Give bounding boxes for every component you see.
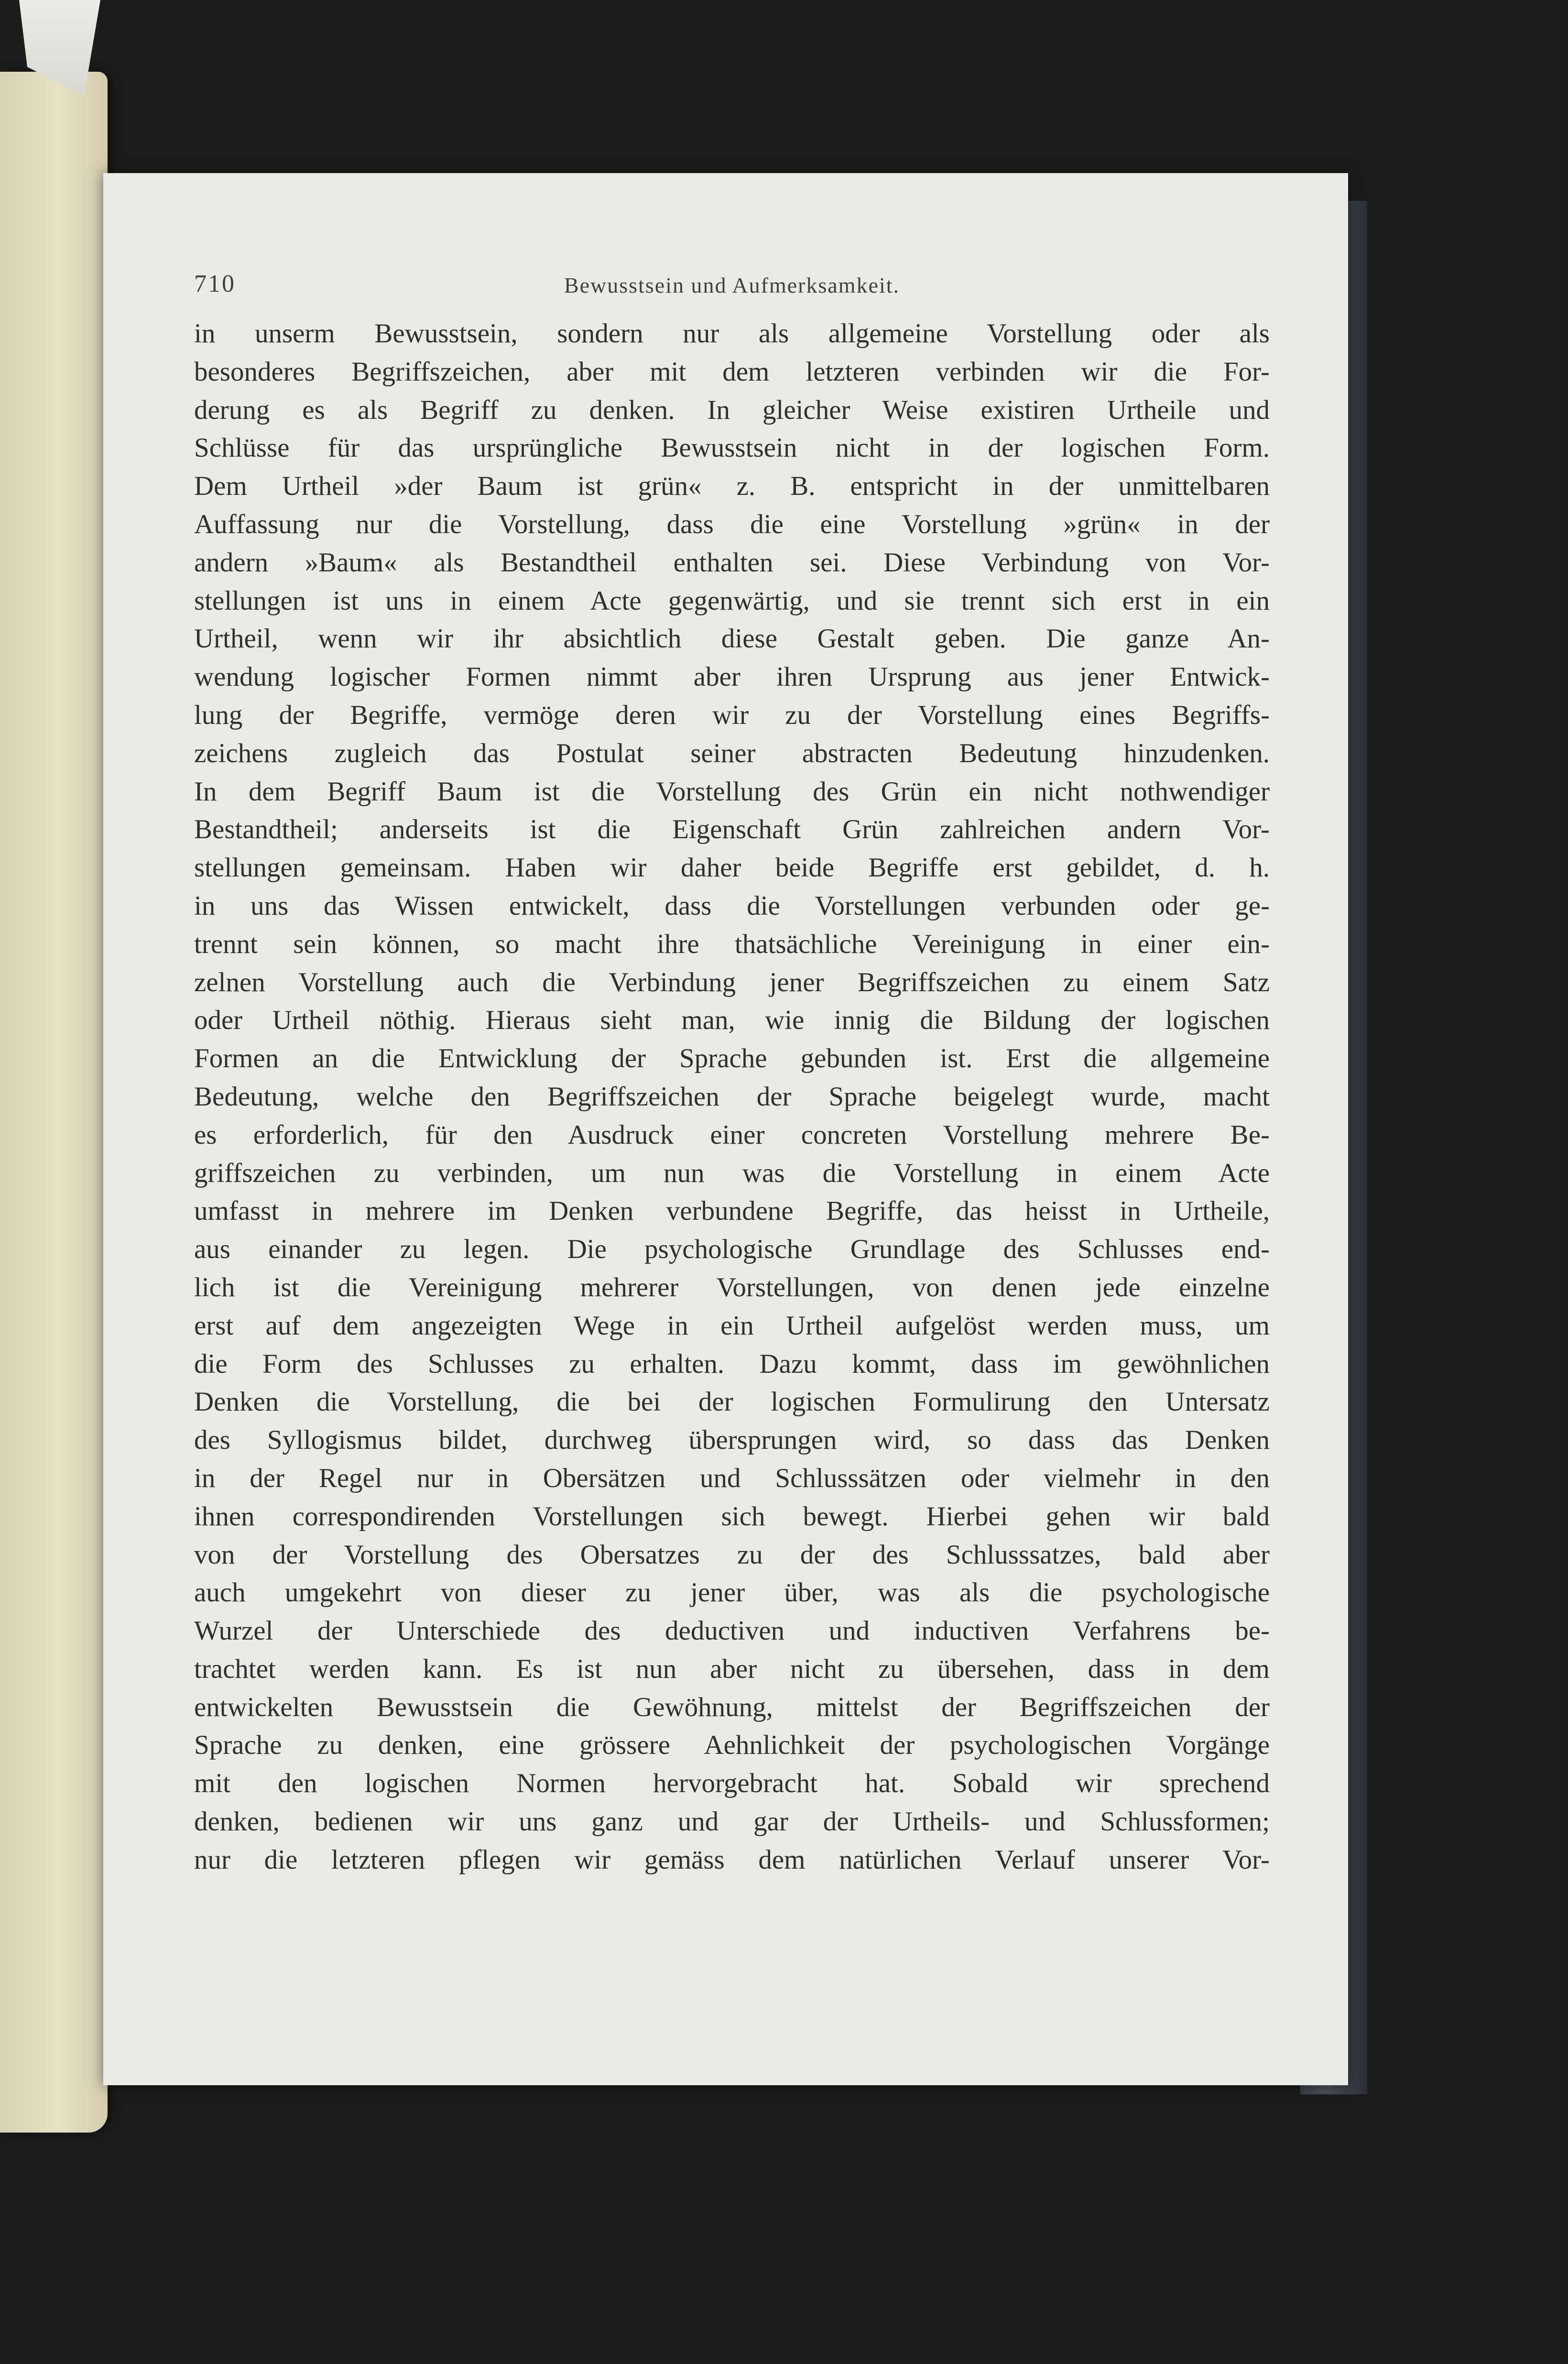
text-line: von der Vorstellung des Obersatzes zu der des Schlusssatzes, bald aber	[194, 1539, 1270, 1570]
text-line: oder Urtheil nöthig. Hieraus sieht man, wie innig die Bildung der logischen	[194, 1005, 1270, 1036]
body-text	[194, 315, 1270, 1879]
text-line: andern »Baum« als Bestandtheil enthalten sei. Diese Verbindung von Vor-	[194, 547, 1270, 578]
text-line: griffszeichen zu verbinden, um nun was die Vorstellung in einem Acte	[194, 1158, 1270, 1188]
text-line: Auffassung nur die Vorstellung, dass die eine Vorstellung »grün« in der	[194, 509, 1270, 539]
text-line: ihnen correspondirenden Vorstellungen sich bewegt. Hierbei gehen wir bald	[194, 1501, 1270, 1532]
text-line: Bedeutung, welche den Begriffszeichen der Sprache beigelegt wurde, macht	[194, 1081, 1270, 1112]
text-line: Formen an die Entwicklung der Sprache gebunden ist. Erst die allgemeine	[194, 1043, 1270, 1074]
text-line: in der Regel nur in Obersätzen und Schlusssätzen oder vielmehr in den	[194, 1463, 1270, 1493]
text-line: Sprache zu denken, eine grössere Aehnlichkeit der psychologischen Vorgänge	[194, 1730, 1270, 1761]
book-page	[103, 173, 1348, 2085]
text-line: lung der Begriffe, vermöge deren wir zu der Vorstellung eines Begriffs-	[194, 700, 1270, 730]
text-line: mit den logischen Normen hervorgebracht hat. Sobald wir sprechend	[194, 1768, 1270, 1799]
text-line: entwickelten Bewusstsein die Gewöhnung, mittelst der Begriffszeichen der	[194, 1692, 1270, 1722]
text-line: stellungen ist uns in einem Acte gegenwärtig, und sie trennt sich erst in ein	[194, 585, 1270, 616]
text-line: lich ist die Vereinigung mehrerer Vorstellungen, von denen jede einzelne	[194, 1272, 1270, 1302]
text-line: denken, bedienen wir uns ganz und gar der Urtheils- und Schlussformen;	[194, 1806, 1270, 1837]
text-line: erst auf dem angezeigten Wege in ein Urtheil aufgelöst werden muss, um	[194, 1310, 1270, 1341]
text-line: In dem Begriff Baum ist die Vorstellung des Grün ein nicht nothwendiger	[194, 776, 1270, 807]
page-header	[194, 270, 1270, 313]
text-line: aus einander zu legen. Die psychologische Grundlage des Schlusses end-	[194, 1234, 1270, 1265]
running-head: Bewusstsein und Aufmerksamkeit.	[564, 273, 900, 297]
text-line: Wurzel der Unterschiede des deductiven und inductiven Verfahrens be-	[194, 1616, 1270, 1646]
text-line: es erforderlich, für den Ausdruck einer concreten Vorstellung mehrere Be-	[194, 1119, 1270, 1150]
text-line: wendung logischer Formen nimmt aber ihren Ursprung aus jener Entwick-	[194, 662, 1270, 692]
page-number: 710	[194, 270, 236, 297]
text-line: Dem Urtheil »der Baum ist grün« z. B. entspricht in der unmittelbaren	[194, 471, 1270, 502]
text-line: auch umgekehrt von dieser zu jener über, was als die psychologische	[194, 1577, 1270, 1608]
text-line: Bestandtheil; anderseits ist die Eigenschaft Grün zahlreichen andern Vor-	[194, 814, 1270, 845]
text-line: Denken die Vorstellung, die bei der logischen Formulirung den Untersatz	[194, 1387, 1270, 1417]
text-line: Schlüsse für das ursprüngliche Bewusstsein nicht in der logischen Form.	[194, 433, 1270, 463]
text-line: zeichens zugleich das Postulat seiner abstracten Bedeutung hinzudenken.	[194, 738, 1270, 768]
text-line: trachtet werden kann. Es ist nun aber nicht zu übersehen, dass in dem	[194, 1653, 1270, 1684]
text-line: stellungen gemeinsam. Haben wir daher beide Begriffe erst gebildet, d. h.	[194, 853, 1270, 883]
text-line: trennt sein können, so macht ihre thatsächliche Vereinigung in einer ein-	[194, 929, 1270, 959]
text-line: des Syllogismus bildet, durchweg übersprungen wird, so dass das Denken	[194, 1425, 1270, 1456]
text-line: Urtheil, wenn wir ihr absichtlich diese Gestalt geben. Die ganze An-	[194, 624, 1270, 654]
text-line: nur die letzteren pflegen wir gemäss dem natürlichen Verlauf unserer Vor-	[194, 1844, 1270, 1875]
text-line: derung es als Begriff zu denken. In gleicher Weise existiren Urtheile und	[194, 394, 1270, 425]
previous-page-edge	[0, 72, 108, 2133]
text-line: umfasst in mehrere im Denken verbundene Begriffe, das heisst in Urtheile,	[194, 1196, 1270, 1226]
text-line: in uns das Wissen entwickelt, dass die Vorstellungen verbunden oder ge-	[194, 890, 1270, 921]
text-line: in unserm Bewusstsein, sondern nur als allgemeine Vorstellung oder als	[194, 318, 1270, 349]
page-content	[194, 270, 1270, 1879]
text-line: besonderes Begriffszeichen, aber mit dem letzteren verbinden wir die For-	[194, 356, 1270, 387]
text-line: die Form des Schlusses zu erhalten. Dazu kommt, dass im gewöhnlichen	[194, 1348, 1270, 1379]
text-line: zelnen Vorstellung auch die Verbindung jener Begriffszeichen zu einem Satz	[194, 967, 1270, 997]
